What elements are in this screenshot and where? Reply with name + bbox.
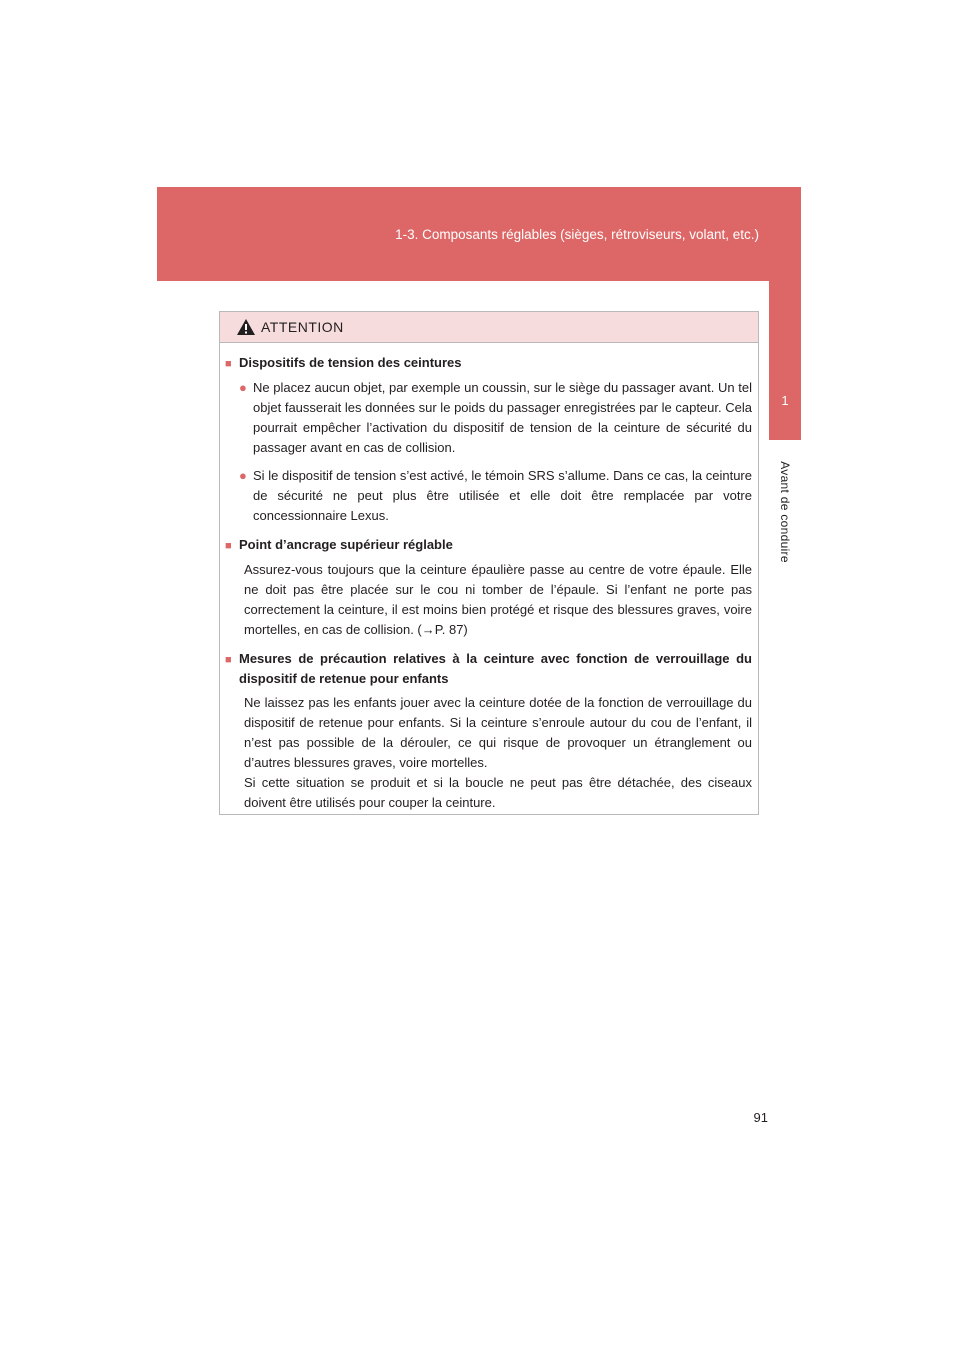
warning-triangle-icon bbox=[236, 318, 256, 336]
page-number: 91 bbox=[753, 1110, 768, 1125]
warning-box bbox=[219, 311, 759, 815]
chapter-divider bbox=[769, 439, 801, 440]
section-header-band bbox=[157, 187, 801, 281]
bullet-text: Ne placez aucun objet, par exemple un coussin, sur le siège du passager avant. Un tel objet fausserait les données sur le poids du passager enregistrées par le capteur. Cela pourrait empêcher l’activation du dispositif de tension de la ceinture de sécurité du passager avant en cas de collision. bbox=[253, 380, 752, 455]
square-bullet-icon: ■ bbox=[225, 654, 232, 666]
chapter-label-container bbox=[771, 452, 799, 572]
section-heading-tension: ■ Dispositifs de tension des ceintures bbox=[225, 353, 752, 374]
section-paragraph: Ne laissez pas les enfants jouer avec la ceinture dotée de la fonction de verrouillage du dispositif de retenue pour enfants. Si la ceinture s’enroule autour du cou de l’enfant, il n’est pas possible de la dérouler, ce qui risque de provoquer un étranglement ou d’autres blessures graves, voire mortelles. Si cette situation se produit et si la boucle ne peut pas être détachée, des ciseaux doivent être utilisés pour couper la ceinture. bbox=[244, 695, 752, 810]
square-bullet-icon: ■ bbox=[225, 540, 232, 552]
bullet-text: Si le dispositif de tension s’est activé, le témoin SRS s’allume. Dans ce cas, la ceinture de sécurité ne peut plus être utilisée et elle doit être remplacée par votre concessionnaire Lexus. bbox=[253, 468, 752, 523]
section-heading-anchor: ■ Point d’ancrage supérieur réglable bbox=[225, 535, 752, 556]
chapter-number: 1 bbox=[781, 393, 789, 408]
section-paragraph: Assurez-vous toujours que la ceinture épaulière passe au centre de votre épaule. Elle ne doit pas être placée sur le cou ni tomber de l’épaule. Si l’enfant ne porte pas correctement la ceinture, il est moins bien protégé et risque des blessures graves, voire mortelles, en cas de collision. (→P. 87) bbox=[244, 562, 752, 637]
warning-body bbox=[220, 343, 758, 813]
chapter-label: Avant de conduire bbox=[778, 461, 792, 563]
bullet-item bbox=[239, 466, 752, 526]
warning-header bbox=[220, 312, 758, 343]
chapter-tab bbox=[769, 281, 801, 439]
section-heading-child-lock: ■ Mesures de précaution relatives à la ceinture avec fonction de verrouillage du dispositif de retenue pour enfants bbox=[225, 649, 752, 689]
warning-title: ATTENTION bbox=[261, 319, 344, 335]
bullet-item bbox=[239, 378, 752, 458]
square-bullet-icon: ■ bbox=[225, 358, 232, 370]
circle-bullet-icon: ● bbox=[239, 468, 247, 483]
section-title: 1-3. Composants réglables (sièges, rétroviseurs, volant, etc.) bbox=[395, 227, 759, 242]
circle-bullet-icon: ● bbox=[239, 380, 247, 395]
